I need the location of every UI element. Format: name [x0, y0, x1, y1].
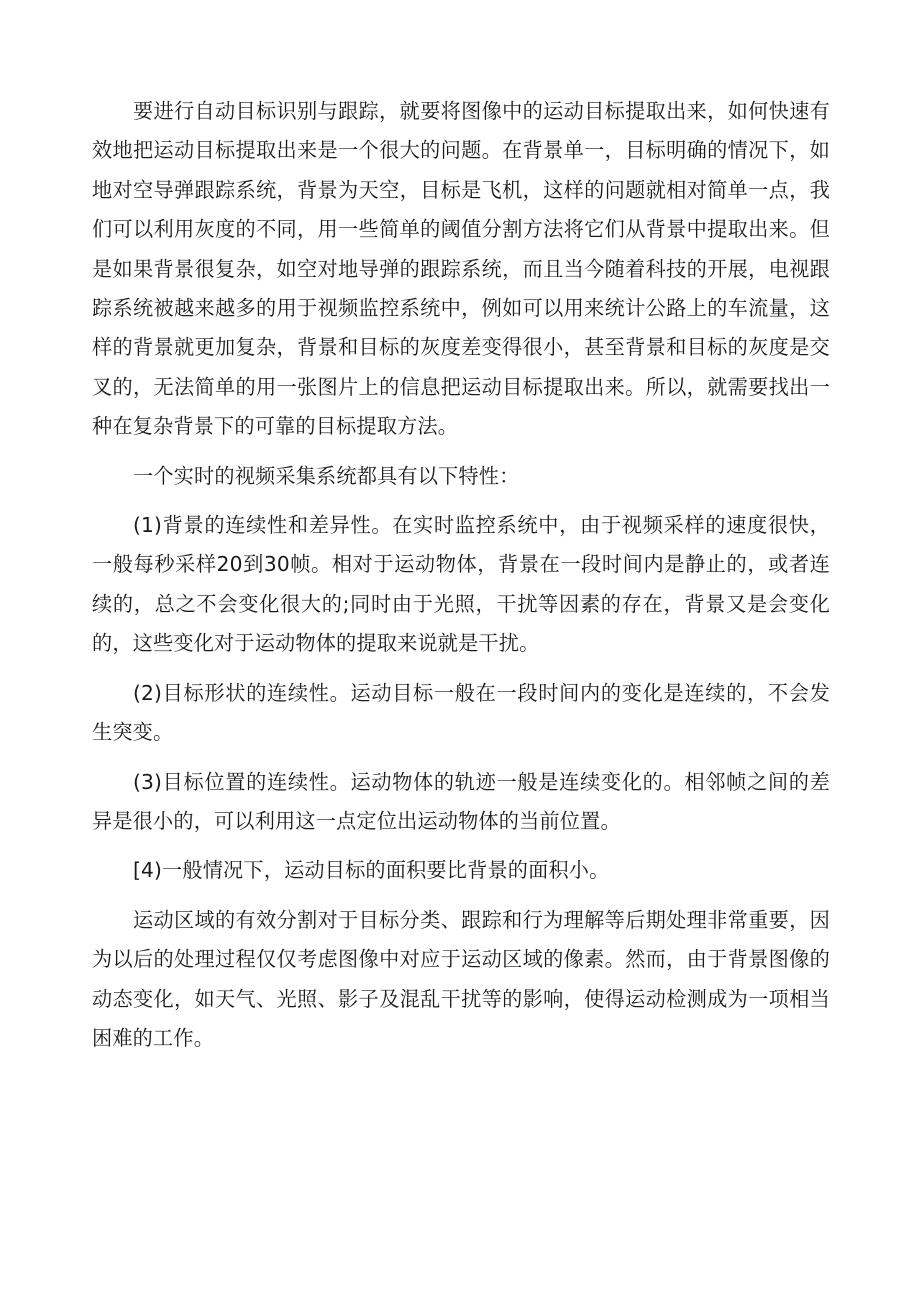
paragraph-background-continuity: (1)背景的连续性和差异性。在实时监控系统中，由于视频采样的速度很快，一般每秒采样20到30帧。相对于运动物体，背景在一段时间内是静止的，或者连续的，总之不会变化很大的;同时由于光照，干扰等因素的存在，背景又是会变化的，这些变化对于运动物体的提取来说就是干扰。 [92, 513, 830, 656]
paragraph-position-continuity: (3)目标位置的连续性。运动物体的轨迹一般是连续变化的。相邻帧之间的差异是很小的，可以利用这一点定位出运动物体的当前位置。 [92, 769, 830, 833]
paragraph-system-characteristics-lead: 一个实时的视频采集系统都具有以下特性： [133, 463, 520, 488]
paragraph-target-extraction-intro: 要进行自动目标识别与跟踪，就要将图像中的运动目标提取出来，如何快速有效地把运动目标提取出来是一个很大的问题。在背景单一，目标明确的情况下，如地对空导弹跟踪系统，背景为天空，目标是飞机，这样的问题就相对简单一点，我们可以利用灰度的不同，用一些简单的阈值分割方法将它们从背景中提取出来。但是如果背景很复杂，如空对地导弹的跟踪系统，而且当今随着科技的开展，电视跟踪系统被越来越多的用于视频监控系统中，例如可以用来统计公路上的车流量，这样的背景就更加复杂，背景和目标的灰度差变得很小，甚至背景和目标的灰度是交叉的，无法简单的用一张图片上的信息把运动目标提取出来。所以，就需要找出一种在复杂背景下的可靠的目标提取方法。 [92, 99, 830, 439]
paragraph-shape-continuity: (2)目标形状的连续性。运动目标一般在一段时间内的变化是连续的，不会发生突变。 [92, 680, 830, 745]
paragraph-motion-segmentation: 运动区域的有效分割对于目标分类、跟踪和行为理解等后期处理非常重要，因为以后的处理过程仅仅考虑图像中对应于运动区域的像素。然而，由于背景图像的动态变化，如天气、光照、影子及混乱干扰等的影响，使得运动检测成为一项相当困难的工作。 [92, 907, 830, 1050]
paragraph-area-comparison: [4)一般情况下，运动目标的面积要比背景的面积小。 [133, 858, 610, 883]
document-body [92, 92, 830, 1068]
